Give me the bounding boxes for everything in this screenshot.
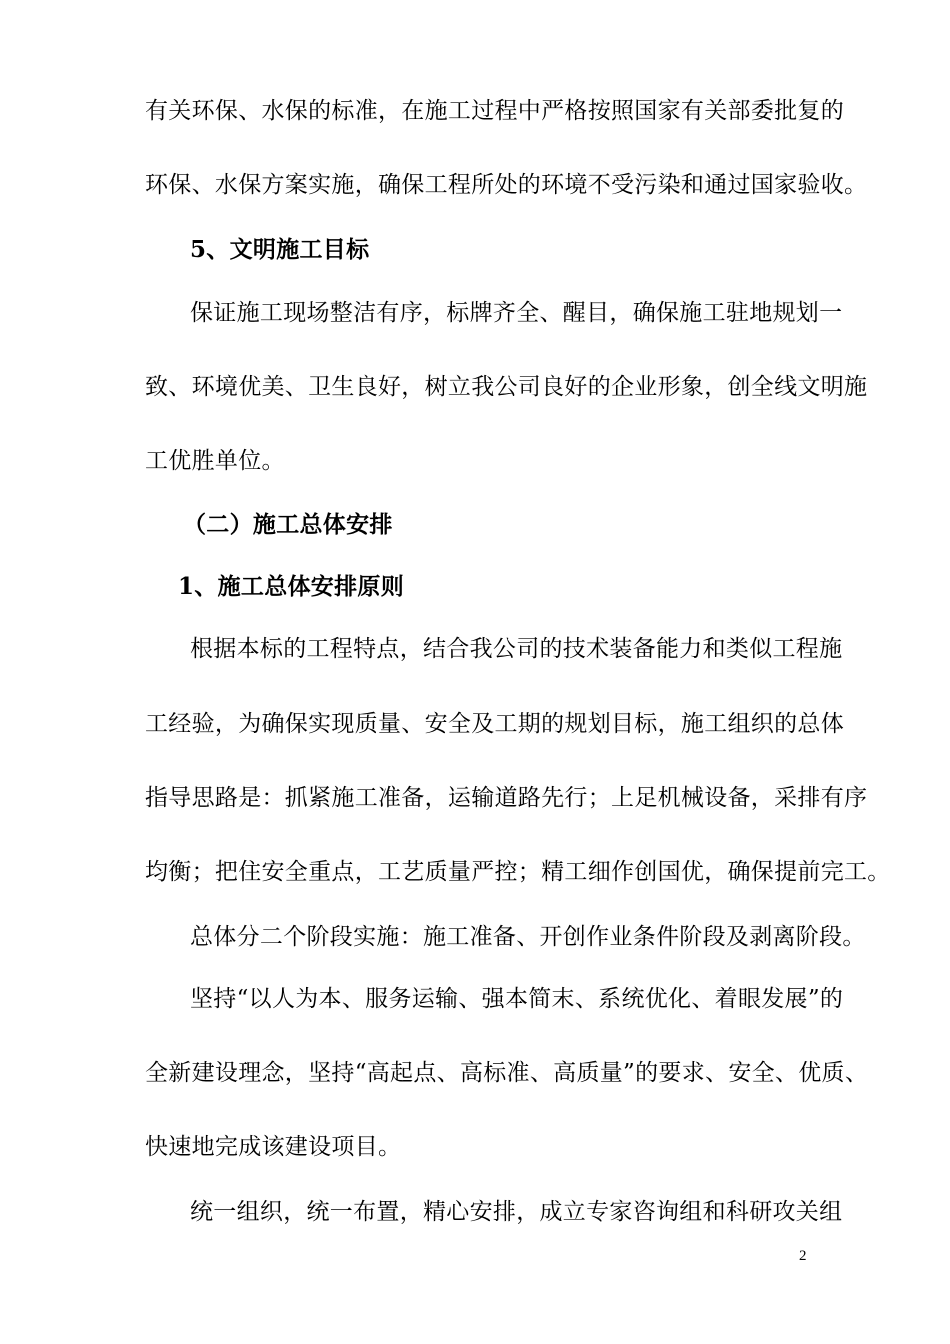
paragraph-line: 均衡；把住安全重点，工艺质量严控；精工细作创国优，确保提前完工。 bbox=[145, 859, 891, 885]
paragraph-line: 工优胜单位。 bbox=[145, 448, 285, 474]
page-number: 2 bbox=[799, 1248, 807, 1264]
paragraph-line: 总体分二个阶段实施：施工准备、开创作业条件阶段及剥离阶段。 bbox=[190, 924, 866, 950]
paragraph-line: 有关环保、水保的标准，在施工过程中严格按照国家有关部委批复的 bbox=[145, 98, 844, 124]
chapter-heading: （二）施工总体安排 bbox=[183, 511, 393, 538]
section-heading: 1、施工总体安排原则 bbox=[178, 573, 405, 600]
section-heading: 5、文明施工目标 bbox=[190, 236, 370, 263]
paragraph-line: 致、环境优美、卫生良好，树立我公司良好的企业形象，创全线文明施 bbox=[145, 374, 868, 400]
paragraph-line: 指导思路是：抓紧施工准备，运输道路先行；上足机械设备，采排有序 bbox=[145, 785, 868, 811]
paragraph-line: 根据本标的工程特点，结合我公司的技术装备能力和类似工程施 bbox=[190, 636, 843, 662]
paragraph-line: 全新建设理念，坚持“高起点、高标准、高质量”的要求、安全、优质、 bbox=[145, 1060, 869, 1086]
paragraph-line: 坚持“以人为本、服务运输、强本简末、系统优化、着眼发展”的 bbox=[190, 986, 844, 1012]
paragraph-line: 环保、水保方案实施，确保工程所处的环境不受污染和通过国家验收。 bbox=[145, 172, 868, 198]
paragraph-line: 工经验，为确保实现质量、安全及工期的规划目标，施工组织的总体 bbox=[145, 711, 844, 737]
paragraph-line: 保证施工现场整洁有序，标牌齐全、醒目，确保施工驻地规划一 bbox=[190, 300, 843, 326]
paragraph-line: 快速地完成该建设项目。 bbox=[145, 1134, 402, 1160]
paragraph-line: 统一组织，统一布置，精心安排，成立专家咨询组和科研攻关组 bbox=[190, 1199, 843, 1225]
